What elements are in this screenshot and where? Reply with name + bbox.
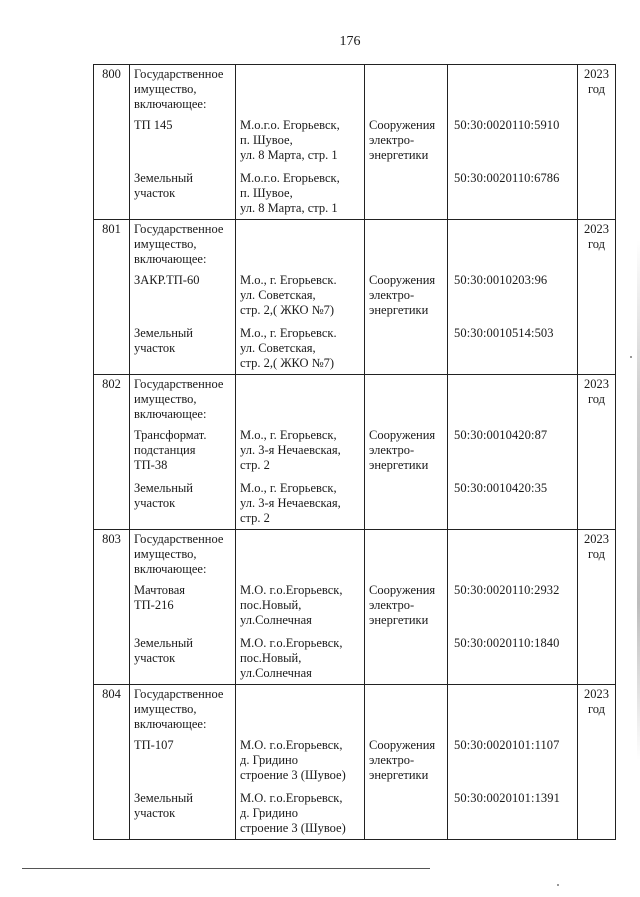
cadastral-number-entry: 50:30:0020110:2932 xyxy=(454,583,560,597)
row-number: 800 xyxy=(94,65,130,220)
year-cell: 2023 год xyxy=(578,375,616,530)
object-address-entry: М.О. г.о.Егорьевск, пос.Новый, ул.Солнечная xyxy=(240,583,343,627)
table-row xyxy=(94,685,616,840)
cadastral-number-entry: 50:30:0020110:1840 xyxy=(454,636,560,650)
object-address-entry xyxy=(240,687,360,738)
object-address-entry xyxy=(240,377,360,428)
object-name-entry: Государственное имущество, включающее: xyxy=(134,222,224,266)
row-number: 802 xyxy=(94,375,130,530)
object-address-cell xyxy=(236,220,365,375)
cadastral-number-cell xyxy=(448,220,578,375)
object-address-cell xyxy=(236,530,365,685)
object-name-entry: Земельный участок xyxy=(134,171,193,200)
cadastral-number-entry xyxy=(454,532,573,583)
cadastral-number-entry xyxy=(454,222,573,273)
object-type-entry xyxy=(369,791,443,839)
table-row xyxy=(94,65,616,220)
cadastral-number-cell xyxy=(448,685,578,840)
object-name-cell xyxy=(130,65,236,220)
object-type-entry xyxy=(369,481,443,529)
object-type-cell xyxy=(365,530,448,685)
object-name-entry: ТП 145 xyxy=(134,118,173,132)
object-type-cell xyxy=(365,685,448,840)
object-name-entry: Земельный участок xyxy=(134,636,193,665)
table-row xyxy=(94,220,616,375)
cadastral-number-entry: 50:30:0020101:1107 xyxy=(454,738,560,752)
object-name-entry: ЗАКР.ТП-60 xyxy=(134,273,200,287)
cadastral-number-cell xyxy=(448,375,578,530)
page-number: 176 xyxy=(339,34,361,49)
property-registry-table xyxy=(93,64,616,840)
object-address-entry: М.О. г.о.Егорьевск, д. Гридино строение 3 (Шувое) xyxy=(240,738,346,782)
object-type-entry xyxy=(369,636,443,684)
object-address-entry: М.О. г.о.Егорьевск, пос.Новый, ул.Солнечная xyxy=(240,636,343,680)
object-name-entry: Государственное имущество, включающее: xyxy=(134,532,224,576)
object-address-cell xyxy=(236,65,365,220)
cadastral-number-cell xyxy=(448,530,578,685)
year-cell: 2023 год xyxy=(578,220,616,375)
year-cell: 2023 год xyxy=(578,685,616,840)
object-name-cell xyxy=(130,685,236,840)
object-type-entry: Сооружения электро- энергетики xyxy=(369,428,436,472)
object-name-cell xyxy=(130,220,236,375)
table-row xyxy=(94,530,616,685)
object-type-cell xyxy=(365,220,448,375)
object-address-entry: М.о., г. Егорьевск, ул. 3-я Нечаевская, стр. 2 xyxy=(240,428,341,472)
registry-body xyxy=(94,65,616,840)
year-cell: 2023 год xyxy=(578,530,616,685)
row-number: 804 xyxy=(94,685,130,840)
object-type-entry xyxy=(369,377,443,428)
cadastral-number-entry xyxy=(454,687,573,738)
scan-speck xyxy=(557,884,559,886)
table-row xyxy=(94,375,616,530)
footer-rule xyxy=(22,868,430,869)
cadastral-number-entry xyxy=(454,67,573,118)
object-name-entry: ТП-107 xyxy=(134,738,174,752)
object-type-entry xyxy=(369,687,443,738)
object-address-entry: М.О. г.о.Егорьевск, д. Гридино строение 3 (Шувое) xyxy=(240,791,346,835)
year-cell: 2023 год xyxy=(578,65,616,220)
object-name-entry: Мачтовая ТП-216 xyxy=(134,583,186,612)
cadastral-number-entry: 50:30:0020101:1391 xyxy=(454,791,560,805)
object-type-cell xyxy=(365,65,448,220)
object-type-entry xyxy=(369,326,443,374)
object-address-cell xyxy=(236,685,365,840)
object-address-entry: М.о.г.о. Егорьевск, п. Шувое, ул. 8 Марта, стр. 1 xyxy=(240,118,340,162)
object-name-cell xyxy=(130,375,236,530)
cadastral-number-entry: 50:30:0020110:6786 xyxy=(454,171,560,185)
cadastral-number-entry xyxy=(454,377,573,428)
cadastral-number-entry: 50:30:0010420:35 xyxy=(454,481,548,495)
object-address-entry xyxy=(240,67,360,118)
object-type-entry: Сооружения электро- энергетики xyxy=(369,118,436,162)
object-type-entry xyxy=(369,532,443,583)
object-type-entry xyxy=(369,67,443,118)
object-type-entry: Сооружения электро- энергетики xyxy=(369,583,436,627)
object-name-entry: Государственное имущество, включающее: xyxy=(134,67,224,111)
cadastral-number-entry: 50:30:0010514:503 xyxy=(454,326,554,340)
object-address-entry xyxy=(240,222,360,273)
object-type-entry: Сооружения электро- энергетики xyxy=(369,273,436,317)
object-name-cell xyxy=(130,530,236,685)
object-name-entry: Земельный участок xyxy=(134,481,193,510)
cadastral-number-entry: 50:30:0010203:96 xyxy=(454,273,548,287)
object-name-entry: Земельный участок xyxy=(134,326,193,355)
object-address-entry: М.о.г.о. Егорьевск, п. Шувое, ул. 8 Марта, стр. 1 xyxy=(240,171,340,215)
object-address-entry: М.о., г. Егорьевск. ул. Советская, стр. 2,( ЖКО №7) xyxy=(240,273,337,317)
object-type-entry xyxy=(369,222,443,273)
row-number: 801 xyxy=(94,220,130,375)
object-address-cell xyxy=(236,375,365,530)
object-address-entry: М.о., г. Егорьевск, ул. 3-я Нечаевская, стр. 2 xyxy=(240,481,341,525)
object-name-entry: Государственное имущество, включающее: xyxy=(134,687,224,731)
object-address-entry xyxy=(240,532,360,583)
object-type-entry xyxy=(369,171,443,219)
object-name-entry: Трансформат. подстанция ТП-38 xyxy=(134,428,207,472)
cadastral-number-cell xyxy=(448,65,578,220)
cadastral-number-entry: 50:30:0010420:87 xyxy=(454,428,548,442)
row-number: 803 xyxy=(94,530,130,685)
cadastral-number-entry: 50:30:0020110:5910 xyxy=(454,118,560,132)
object-type-cell xyxy=(365,375,448,530)
object-address-entry: М.о., г. Егорьевск. ул. Советская, стр. 2,( ЖКО №7) xyxy=(240,326,337,370)
object-name-entry: Земельный участок xyxy=(134,791,193,820)
object-name-entry: Государственное имущество, включающее: xyxy=(134,377,224,421)
object-type-entry: Сооружения электро- энергетики xyxy=(369,738,436,782)
scan-speck xyxy=(630,356,632,358)
